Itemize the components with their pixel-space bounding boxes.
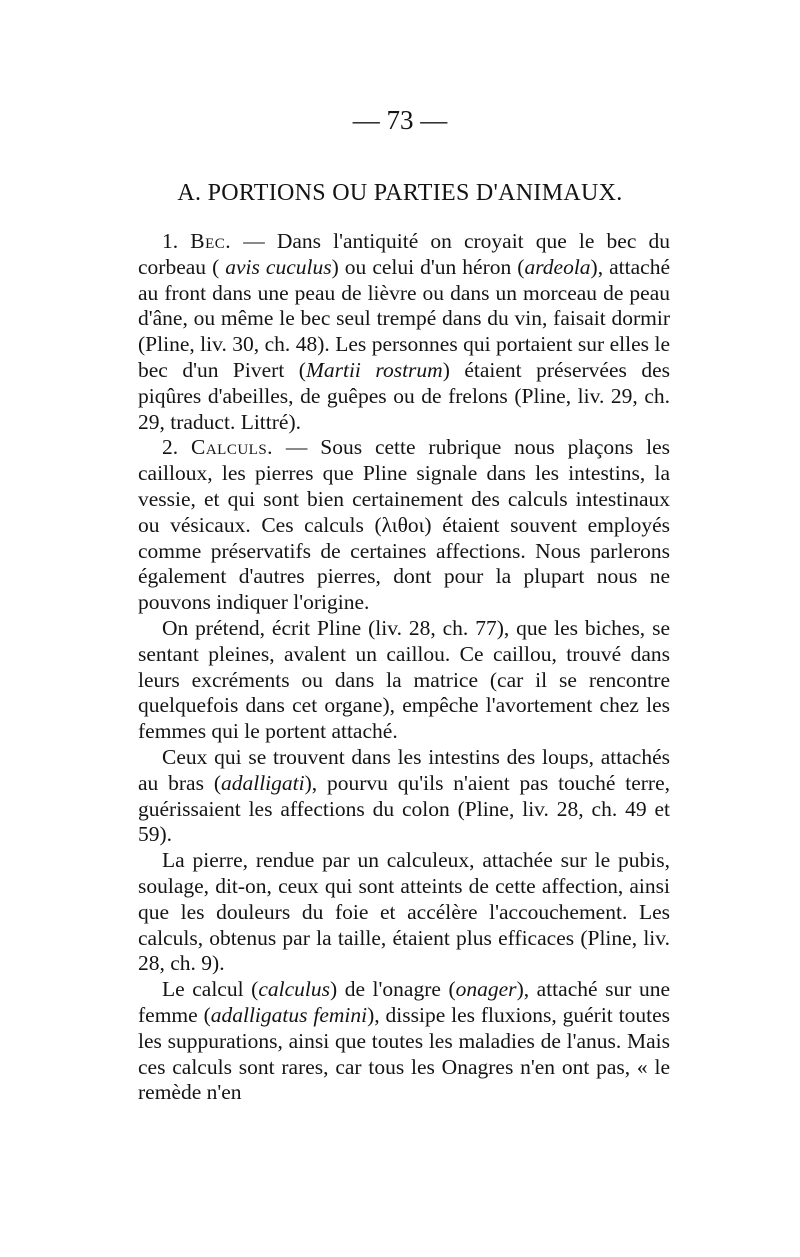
paragraph-calculs	[138, 435, 670, 616]
text-run: ) de l'onagre (	[329, 977, 456, 1002]
page-number: — 73 —	[352, 105, 448, 135]
entry-number: 1.	[162, 229, 191, 253]
latin-term: calculus	[258, 977, 330, 1002]
latin-term: adalligati	[220, 770, 305, 795]
text-run: ) étaient préservées des piqûres d'abeilles, de guêpes ou de frelons (Pline, liv. 29, ch. 29, traduct. Littré).	[138, 357, 671, 434]
paragraph-bec	[138, 229, 670, 435]
paragraph-biches: On prétend, écrit Pline (liv. 28, ch. 77), que les biches, se sentant pleines, avalent un caillou. Ce caillou, trouvé dans leurs excréments ou dans la matrice (car il se rencontre quelquefois dans cet organe), empêche l'avortement chez les femmes qui le portent attaché.	[138, 615, 670, 744]
latin-term: Martii rostrum	[305, 357, 443, 382]
text-run: Ceux qui se trouvent dans les intestins des loups, attachés au bras (	[138, 744, 670, 795]
paragraph-onagre	[138, 977, 670, 1106]
entry-term: Calculs.	[191, 435, 274, 460]
text-run: ), attaché sur une femme (	[138, 977, 670, 1027]
paragraph-calculeux: La pierre, rendue par un calculeux, attachée sur le pubis, soulage, dit-on, ceux qui sont atteints de cette affection, ainsi que les douleurs du foie et accélère l'accouchement. Les calculs, obtenus par la taille, étaient plus efficaces (Pline, liv. 28, ch. 9).	[138, 848, 670, 976]
text-run: — Dans l'antiquité on croyait que le bec du corbeau (	[138, 229, 671, 279]
text-run: ), dissipe les fluxions, guérit toutes les suppurations, ainsi que toutes les maladies de l'anus. Mais ces calculs sont rares, car tous les Onagres n'en ont pas, « le remède n'en	[138, 1002, 671, 1105]
section-title: A. PORTIONS OU PARTIES D'ANIMAUX.	[177, 180, 623, 206]
latin-term: avis cuculus	[225, 254, 332, 279]
body-text	[138, 229, 670, 1106]
latin-term: onager	[455, 977, 517, 1002]
paragraph-loups	[138, 745, 670, 848]
text-run: ) ou celui d'un héron (	[331, 254, 525, 279]
text-run: ), attaché au front dans une peau de lièvre ou dans un morceau de peau d'âne, ou même le bec seul trempé dans du vin, faisait dormir (Pline, liv. 30, ch. 48). Les personnes qui portaient sur elles le bec d'un Pivert (	[138, 254, 670, 382]
text-run: ), pourvu qu'ils n'aient pas touché terre, guérissaient les affections du colon (Pline, liv. 28, ch. 49 et 59).	[138, 770, 670, 847]
entry-number: 2.	[162, 435, 191, 460]
latin-term: adalligatus femini	[210, 1002, 368, 1027]
text-run: Le calcul (	[162, 977, 259, 1002]
entry-term: Bec.	[190, 229, 232, 253]
latin-term: ardeola	[524, 254, 591, 279]
text-run: — Sous cette rubrique nous plaçons les cailloux, les pierres que Pline signale dans les intestins, la vessie, et qui sont bien certainement des calculs intestinaux ou vésicaux. Ces calculs (λιθοι) étaient souvent employés comme préservatifs de certaines affections. Nous parlerons également d'autres pierres, dont pour la plupart nous ne pouvons indiquer l'origine.	[138, 435, 671, 615]
